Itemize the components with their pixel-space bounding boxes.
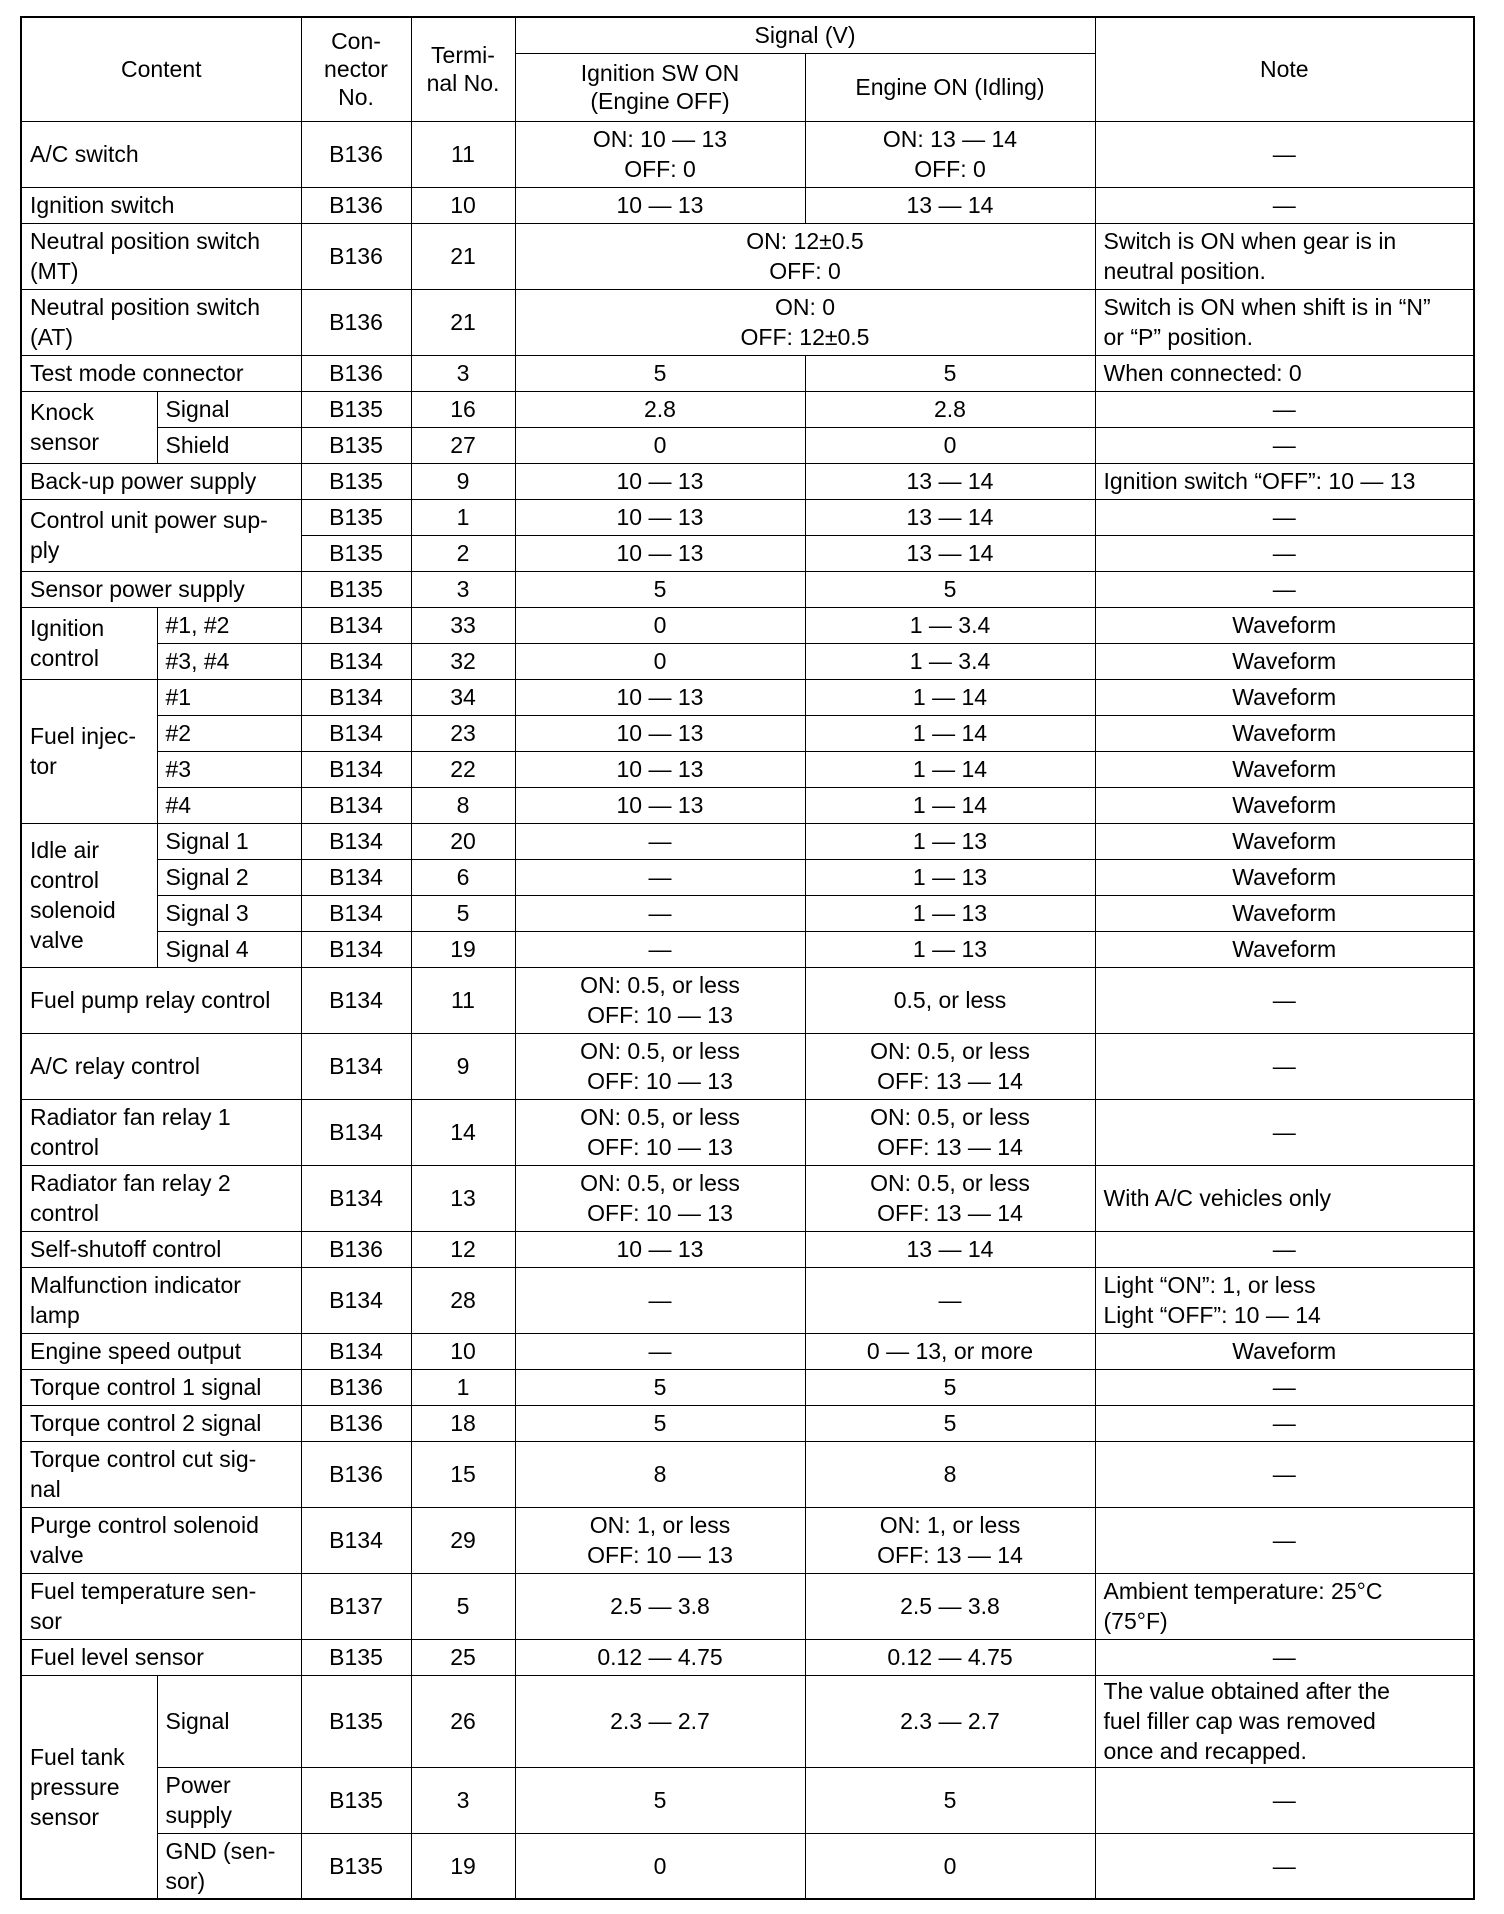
table-row — [21, 1165, 1474, 1231]
header-signal: Signal (V) — [515, 17, 1095, 53]
engine-on-cell: 1 — 14 — [805, 787, 1095, 823]
terminal-cell: 3 — [411, 571, 515, 607]
note-cell: — — [1095, 1231, 1474, 1267]
connector-cell: B135 — [301, 1639, 411, 1675]
terminal-cell: 19 — [411, 931, 515, 967]
terminal-cell: 5 — [411, 1573, 515, 1639]
engine-on-cell: 0 — 13, or more — [805, 1333, 1095, 1369]
group-label-cell: Fuel tank pressure sensor — [21, 1675, 157, 1899]
terminal-cell: 3 — [411, 1767, 515, 1833]
content-cell: Fuel pump relay control — [21, 967, 301, 1033]
engine-on-cell: 1 — 3.4 — [805, 607, 1095, 643]
document-page — [20, 16, 1475, 1900]
engine-on-cell: ON: 1, or less OFF: 13 — 14 — [805, 1507, 1095, 1573]
connector-cell: B135 — [301, 1675, 411, 1767]
note-cell: Switch is ON when gear is in neutral position. — [1095, 223, 1474, 289]
content-cell: Torque control cut sig- nal — [21, 1441, 301, 1507]
terminal-cell: 14 — [411, 1099, 515, 1165]
content-cell: Ignition switch — [21, 187, 301, 223]
ignition-on-cell: ON: 10 — 13 OFF: 0 — [515, 121, 805, 187]
content-cell: Engine speed output — [21, 1333, 301, 1369]
table-row — [21, 1675, 1474, 1767]
note-cell: — — [1095, 571, 1474, 607]
note-cell: Waveform — [1095, 679, 1474, 715]
terminal-cell: 6 — [411, 859, 515, 895]
engine-on-cell: — — [805, 1267, 1095, 1333]
content-cell: A/C switch — [21, 121, 301, 187]
engine-on-cell: 1 — 13 — [805, 859, 1095, 895]
connector-cell: B134 — [301, 643, 411, 679]
terminal-cell: 3 — [411, 355, 515, 391]
terminal-cell: 34 — [411, 679, 515, 715]
terminal-cell: 25 — [411, 1639, 515, 1675]
content-cell: Malfunction indicator lamp — [21, 1267, 301, 1333]
terminal-cell: 21 — [411, 223, 515, 289]
group-label-cell: Idle air control solenoid valve — [21, 823, 157, 967]
ignition-on-cell: ON: 0.5, or less OFF: 10 — 13 — [515, 1099, 805, 1165]
engine-on-cell: 13 — 14 — [805, 1231, 1095, 1267]
engine-on-cell: 5 — [805, 571, 1095, 607]
table-row — [21, 391, 1474, 427]
engine-on-cell: 13 — 14 — [805, 463, 1095, 499]
terminal-cell: 11 — [411, 121, 515, 187]
connector-cell: B134 — [301, 607, 411, 643]
ignition-on-cell: 0.12 — 4.75 — [515, 1639, 805, 1675]
ignition-on-cell: 5 — [515, 1405, 805, 1441]
terminal-cell: 1 — [411, 499, 515, 535]
header-connector-no: Con- nector No. — [301, 17, 411, 121]
table-row — [21, 1267, 1474, 1333]
terminal-cell: 12 — [411, 1231, 515, 1267]
sub-label-cell: #3, #4 — [157, 643, 301, 679]
sub-label-cell: Signal 2 — [157, 859, 301, 895]
table-row — [21, 751, 1474, 787]
connector-cell: B136 — [301, 121, 411, 187]
sub-label-cell: Signal — [157, 1675, 301, 1767]
connector-cell: B136 — [301, 289, 411, 355]
terminal-cell: 10 — [411, 187, 515, 223]
engine-on-cell: 1 — 14 — [805, 751, 1095, 787]
signal-merged-cell: ON: 12±0.5 OFF: 0 — [515, 223, 1095, 289]
table-row — [21, 187, 1474, 223]
connector-cell: B134 — [301, 1267, 411, 1333]
content-cell: Test mode connector — [21, 355, 301, 391]
connector-cell: B136 — [301, 223, 411, 289]
connector-cell: B135 — [301, 1767, 411, 1833]
table-row — [21, 289, 1474, 355]
ignition-on-cell: 10 — 13 — [515, 1231, 805, 1267]
note-cell: — — [1095, 1405, 1474, 1441]
connector-cell: B135 — [301, 535, 411, 571]
ignition-on-cell: 2.8 — [515, 391, 805, 427]
table-row — [21, 1369, 1474, 1405]
note-cell: Ambient temperature: 25°C (75°F) — [1095, 1573, 1474, 1639]
note-cell: — — [1095, 1099, 1474, 1165]
terminal-cell: 33 — [411, 607, 515, 643]
table-row — [21, 715, 1474, 751]
terminal-cell: 22 — [411, 751, 515, 787]
engine-on-cell: ON: 0.5, or less OFF: 13 — 14 — [805, 1165, 1095, 1231]
connector-cell: B134 — [301, 679, 411, 715]
connector-cell: B134 — [301, 1507, 411, 1573]
sub-label-cell: Signal 4 — [157, 931, 301, 967]
note-cell: When connected: 0 — [1095, 355, 1474, 391]
sub-label-cell: #4 — [157, 787, 301, 823]
terminal-cell: 18 — [411, 1405, 515, 1441]
table-row — [21, 823, 1474, 859]
table-row — [21, 1231, 1474, 1267]
ignition-on-cell: 0 — [515, 427, 805, 463]
connector-cell: B134 — [301, 715, 411, 751]
content-cell: A/C relay control — [21, 1033, 301, 1099]
table-row — [21, 643, 1474, 679]
connector-cell: B134 — [301, 1165, 411, 1231]
note-cell: — — [1095, 1033, 1474, 1099]
engine-on-cell: 5 — [805, 1405, 1095, 1441]
note-cell: The value obtained after the fuel filler cap was removed once and recapped. — [1095, 1675, 1474, 1767]
table-row — [21, 1333, 1474, 1369]
ecm-terminal-table — [20, 16, 1475, 1900]
connector-cell: B137 — [301, 1573, 411, 1639]
content-cell: Sensor power supply — [21, 571, 301, 607]
ignition-on-cell: — — [515, 895, 805, 931]
table-row — [21, 967, 1474, 1033]
connector-cell: B134 — [301, 751, 411, 787]
table-header — [21, 17, 1474, 121]
table-row — [21, 1573, 1474, 1639]
note-cell: — — [1095, 499, 1474, 535]
note-cell: Waveform — [1095, 859, 1474, 895]
note-cell: Waveform — [1095, 643, 1474, 679]
ignition-on-cell: 0 — [515, 1833, 805, 1899]
sub-label-cell: #1 — [157, 679, 301, 715]
engine-on-cell: 0.5, or less — [805, 967, 1095, 1033]
ignition-on-cell: ON: 0.5, or less OFF: 10 — 13 — [515, 967, 805, 1033]
note-cell: — — [1095, 1833, 1474, 1899]
group-label-cell: Knock sensor — [21, 391, 157, 463]
content-cell: Control unit power sup- ply — [21, 499, 301, 571]
sub-label-cell: GND (sen- sor) — [157, 1833, 301, 1899]
note-cell: Waveform — [1095, 931, 1474, 967]
header-content: Content — [21, 17, 301, 121]
terminal-cell: 13 — [411, 1165, 515, 1231]
ignition-on-cell: — — [515, 931, 805, 967]
connector-cell: B135 — [301, 1833, 411, 1899]
terminal-cell: 15 — [411, 1441, 515, 1507]
table-row — [21, 223, 1474, 289]
terminal-cell: 19 — [411, 1833, 515, 1899]
sub-label-cell: #2 — [157, 715, 301, 751]
table-row — [21, 1767, 1474, 1833]
table-row — [21, 931, 1474, 967]
terminal-cell: 8 — [411, 787, 515, 823]
header-terminal-no: Termi- nal No. — [411, 17, 515, 121]
note-cell: Waveform — [1095, 895, 1474, 931]
ignition-on-cell: 0 — [515, 643, 805, 679]
engine-on-cell: 5 — [805, 1767, 1095, 1833]
terminal-cell: 11 — [411, 967, 515, 1033]
engine-on-cell: ON: 0.5, or less OFF: 13 — 14 — [805, 1033, 1095, 1099]
note-cell: — — [1095, 967, 1474, 1033]
header-note: Note — [1095, 17, 1474, 121]
engine-on-cell: 0 — [805, 427, 1095, 463]
table-row — [21, 1405, 1474, 1441]
connector-cell: B136 — [301, 187, 411, 223]
note-cell: With A/C vehicles only — [1095, 1165, 1474, 1231]
engine-on-cell: 13 — 14 — [805, 499, 1095, 535]
header-ignition-sw-on: Ignition SW ON (Engine OFF) — [515, 53, 805, 121]
note-cell: — — [1095, 391, 1474, 427]
connector-cell: B134 — [301, 823, 411, 859]
engine-on-cell: 0 — [805, 1833, 1095, 1899]
table-row — [21, 607, 1474, 643]
ignition-on-cell: 5 — [515, 1767, 805, 1833]
note-cell: — — [1095, 121, 1474, 187]
sub-label-cell: Signal 3 — [157, 895, 301, 931]
content-cell: Torque control 2 signal — [21, 1405, 301, 1441]
terminal-cell: 1 — [411, 1369, 515, 1405]
connector-cell: B136 — [301, 1441, 411, 1507]
engine-on-cell: 0.12 — 4.75 — [805, 1639, 1095, 1675]
engine-on-cell: 1 — 13 — [805, 823, 1095, 859]
table-row — [21, 787, 1474, 823]
content-cell: Fuel level sensor — [21, 1639, 301, 1675]
connector-cell: B136 — [301, 1231, 411, 1267]
header-engine-on: Engine ON (Idling) — [805, 53, 1095, 121]
connector-cell: B134 — [301, 1033, 411, 1099]
terminal-cell: 23 — [411, 715, 515, 751]
terminal-cell: 32 — [411, 643, 515, 679]
table-row — [21, 571, 1474, 607]
note-cell: Waveform — [1095, 1333, 1474, 1369]
terminal-cell: 26 — [411, 1675, 515, 1767]
connector-cell: B134 — [301, 967, 411, 1033]
ignition-on-cell: ON: 0.5, or less OFF: 10 — 13 — [515, 1033, 805, 1099]
table-row — [21, 355, 1474, 391]
connector-cell: B135 — [301, 499, 411, 535]
content-cell: Purge control solenoid valve — [21, 1507, 301, 1573]
engine-on-cell: 5 — [805, 1369, 1095, 1405]
table-row — [21, 499, 1474, 535]
note-cell: Waveform — [1095, 751, 1474, 787]
ignition-on-cell: 10 — 13 — [515, 499, 805, 535]
ignition-on-cell: ON: 1, or less OFF: 10 — 13 — [515, 1507, 805, 1573]
connector-cell: B134 — [301, 787, 411, 823]
terminal-cell: 28 — [411, 1267, 515, 1333]
note-cell: — — [1095, 1441, 1474, 1507]
ignition-on-cell: 5 — [515, 355, 805, 391]
engine-on-cell: 8 — [805, 1441, 1095, 1507]
note-cell: — — [1095, 1639, 1474, 1675]
connector-cell: B134 — [301, 931, 411, 967]
note-cell: — — [1095, 535, 1474, 571]
table-row — [21, 1033, 1474, 1099]
ignition-on-cell: 10 — 13 — [515, 187, 805, 223]
ignition-on-cell: 2.5 — 3.8 — [515, 1573, 805, 1639]
ignition-on-cell: — — [515, 1333, 805, 1369]
note-cell: Ignition switch “OFF”: 10 — 13 — [1095, 463, 1474, 499]
note-cell: Waveform — [1095, 715, 1474, 751]
group-label-cell: Fuel injec- tor — [21, 679, 157, 823]
ignition-on-cell: 5 — [515, 571, 805, 607]
note-cell: — — [1095, 1507, 1474, 1573]
terminal-cell: 5 — [411, 895, 515, 931]
connector-cell: B136 — [301, 1405, 411, 1441]
terminal-cell: 21 — [411, 289, 515, 355]
engine-on-cell: 2.8 — [805, 391, 1095, 427]
content-cell: Radiator fan relay 2 control — [21, 1165, 301, 1231]
note-cell: Light “ON”: 1, or less Light “OFF”: 10 — 14 — [1095, 1267, 1474, 1333]
connector-cell: B135 — [301, 391, 411, 427]
engine-on-cell: 1 — 13 — [805, 931, 1095, 967]
engine-on-cell: 13 — 14 — [805, 535, 1095, 571]
connector-cell: B135 — [301, 571, 411, 607]
ignition-on-cell: — — [515, 1267, 805, 1333]
note-cell: — — [1095, 1369, 1474, 1405]
sub-label-cell: #1, #2 — [157, 607, 301, 643]
connector-cell: B134 — [301, 859, 411, 895]
content-cell: Fuel temperature sen- sor — [21, 1573, 301, 1639]
ignition-on-cell: 10 — 13 — [515, 787, 805, 823]
connector-cell: B135 — [301, 427, 411, 463]
engine-on-cell: 1 — 13 — [805, 895, 1095, 931]
signal-merged-cell: ON: 0 OFF: 12±0.5 — [515, 289, 1095, 355]
table-row — [21, 1639, 1474, 1675]
terminal-cell: 9 — [411, 463, 515, 499]
table-row — [21, 1099, 1474, 1165]
connector-cell: B134 — [301, 895, 411, 931]
sub-label-cell: Signal 1 — [157, 823, 301, 859]
connector-cell: B134 — [301, 1333, 411, 1369]
sub-label-cell: #3 — [157, 751, 301, 787]
connector-cell: B135 — [301, 463, 411, 499]
content-cell: Neutral position switch (AT) — [21, 289, 301, 355]
content-cell: Self-shutoff control — [21, 1231, 301, 1267]
table-row — [21, 427, 1474, 463]
engine-on-cell: ON: 13 — 14 OFF: 0 — [805, 121, 1095, 187]
table-row — [21, 895, 1474, 931]
sub-label-cell: Shield — [157, 427, 301, 463]
ignition-on-cell: 5 — [515, 1369, 805, 1405]
terminal-cell: 29 — [411, 1507, 515, 1573]
ignition-on-cell: 8 — [515, 1441, 805, 1507]
note-cell: Waveform — [1095, 787, 1474, 823]
engine-on-cell: 13 — 14 — [805, 187, 1095, 223]
ignition-on-cell: ON: 0.5, or less OFF: 10 — 13 — [515, 1165, 805, 1231]
terminal-cell: 10 — [411, 1333, 515, 1369]
content-cell: Torque control 1 signal — [21, 1369, 301, 1405]
engine-on-cell: 2.5 — 3.8 — [805, 1573, 1095, 1639]
ignition-on-cell: — — [515, 823, 805, 859]
terminal-cell: 20 — [411, 823, 515, 859]
content-cell: Back-up power supply — [21, 463, 301, 499]
note-cell: Waveform — [1095, 607, 1474, 643]
sub-label-cell: Signal — [157, 391, 301, 427]
engine-on-cell: 1 — 3.4 — [805, 643, 1095, 679]
table-row — [21, 1833, 1474, 1899]
ignition-on-cell: 2.3 — 2.7 — [515, 1675, 805, 1767]
ignition-on-cell: 10 — 13 — [515, 715, 805, 751]
connector-cell: B134 — [301, 1099, 411, 1165]
content-cell: Radiator fan relay 1 control — [21, 1099, 301, 1165]
ignition-on-cell: 10 — 13 — [515, 751, 805, 787]
ignition-on-cell: 10 — 13 — [515, 679, 805, 715]
group-label-cell: Ignition control — [21, 607, 157, 679]
engine-on-cell: 5 — [805, 355, 1095, 391]
ignition-on-cell: 10 — 13 — [515, 463, 805, 499]
note-cell: — — [1095, 187, 1474, 223]
terminal-cell: 2 — [411, 535, 515, 571]
engine-on-cell: 1 — 14 — [805, 679, 1095, 715]
note-cell: Waveform — [1095, 823, 1474, 859]
table-row — [21, 679, 1474, 715]
connector-cell: B136 — [301, 1369, 411, 1405]
content-cell: Neutral position switch (MT) — [21, 223, 301, 289]
table-row — [21, 121, 1474, 187]
ignition-on-cell: 10 — 13 — [515, 535, 805, 571]
note-cell: — — [1095, 1767, 1474, 1833]
connector-cell: B136 — [301, 355, 411, 391]
terminal-cell: 9 — [411, 1033, 515, 1099]
terminal-cell: 16 — [411, 391, 515, 427]
ignition-on-cell: 0 — [515, 607, 805, 643]
sub-label-cell: Power supply — [157, 1767, 301, 1833]
table-row — [21, 1441, 1474, 1507]
table-row — [21, 463, 1474, 499]
table-body — [21, 121, 1474, 1899]
table-row — [21, 859, 1474, 895]
table-row — [21, 1507, 1474, 1573]
note-cell: — — [1095, 427, 1474, 463]
note-cell: Switch is ON when shift is in “N” or “P” position. — [1095, 289, 1474, 355]
engine-on-cell: ON: 0.5, or less OFF: 13 — 14 — [805, 1099, 1095, 1165]
ignition-on-cell: — — [515, 859, 805, 895]
terminal-cell: 27 — [411, 427, 515, 463]
engine-on-cell: 1 — 14 — [805, 715, 1095, 751]
engine-on-cell: 2.3 — 2.7 — [805, 1675, 1095, 1767]
